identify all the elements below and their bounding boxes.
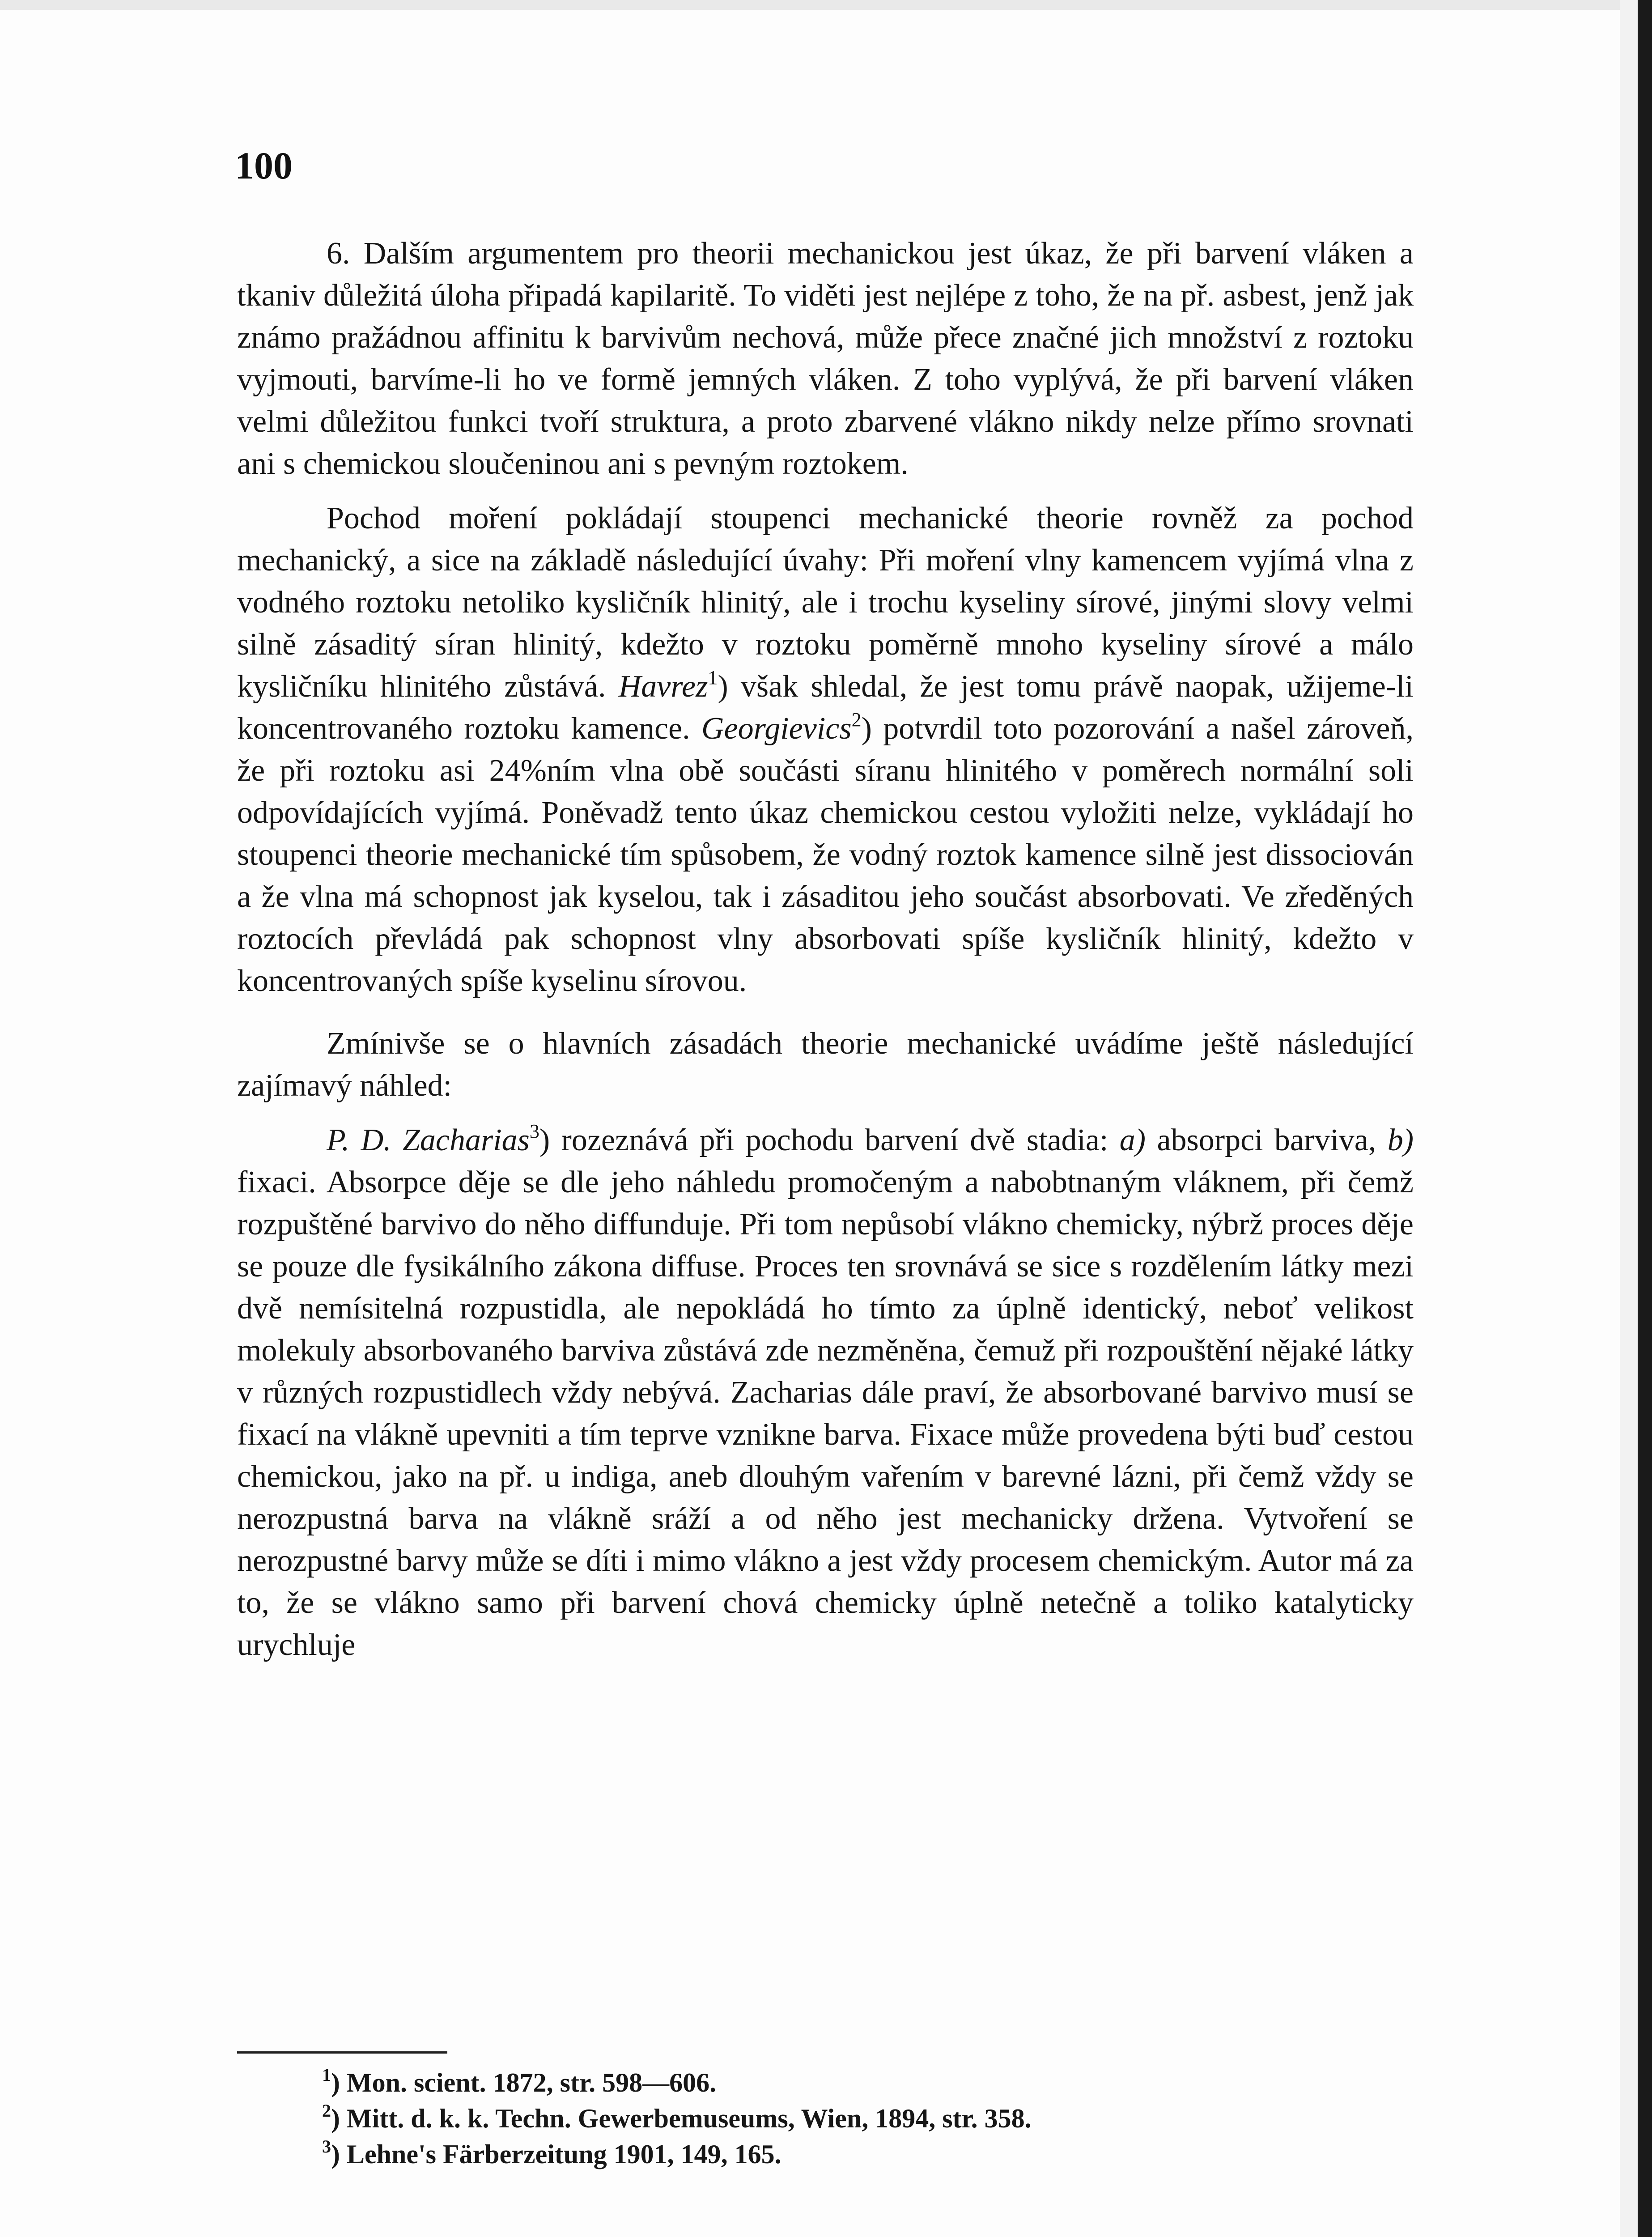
paragraph bbox=[237, 1023, 1414, 1107]
footnote bbox=[322, 2101, 1396, 2136]
scan-top-edge bbox=[0, 0, 1652, 10]
paragraph bbox=[237, 498, 1414, 1002]
footnote-mark: 1 bbox=[322, 2065, 331, 2085]
footnote-reference: 3 bbox=[529, 1120, 539, 1142]
text-run: 6. Dalším argumentem pro theorii mechanickou jest úkaz, že při barvení vláken a tkaniv důležitá úloha připadá kapilaritě. To viděti jest nejlépe z toho, že na př. asbest, jenž jak známo pražádnou affinitu k barvivům nechová, může přece značné jich množství z roztoku vyjmouti, barvíme-li ho ve formě jemných vláken. Z toho vyplývá, že při barvení vláken velmi důležitou funkci tvoří struktura, a proto zbarvené vlákno nikdy nelze přímo srovnati ani s chemickou sloučeninou ani s pevným roztokem. bbox=[237, 236, 1414, 481]
text-run: absorpci barviva, bbox=[1146, 1123, 1388, 1157]
body-text bbox=[237, 233, 1414, 1666]
italic-text: b) bbox=[1387, 1123, 1414, 1157]
footnote bbox=[322, 2065, 1396, 2101]
scan-margin-shadow bbox=[1620, 0, 1638, 2237]
footnotes bbox=[322, 2065, 1396, 2172]
footnote-rule bbox=[237, 2051, 447, 2054]
footnote-text: ) Lehne's Färberzeitung 1901, 149, 165. bbox=[331, 2139, 781, 2169]
italic-text: a) bbox=[1119, 1123, 1146, 1157]
text-run: ) rozeznává při pochodu barvení dvě stadia: bbox=[539, 1123, 1120, 1157]
italic-text: P. D. Zacharias bbox=[327, 1123, 530, 1157]
text-run: Pochod moření pokládají stoupenci mechanické theorie rovněž za pochod mechanický, a sice na základě následující úvahy: Při moření vlny kamencem vyjímá vlna z vodného roztoku netoliko kysličník hlinitý, ale i trochu kyseliny sírové, jinými slovy velmi silně zásaditý síran hlinitý, kdežto v roztoku poměrně mnoho kyseliny sírové a málo kysličníku hlinitého zůstává. bbox=[237, 501, 1414, 704]
footnote-reference: 2 bbox=[851, 709, 862, 731]
footnote-text: ) Mitt. d. k. k. Techn. Gewerbemuseums, Wien, 1894, str. 358. bbox=[331, 2104, 1032, 2133]
paragraph bbox=[237, 1119, 1414, 1666]
paragraph bbox=[237, 233, 1414, 485]
italic-text: Georgievics bbox=[701, 711, 852, 746]
page-number: 100 bbox=[235, 144, 293, 187]
footnote-reference: 1 bbox=[708, 667, 718, 689]
footnote-mark: 3 bbox=[322, 2136, 331, 2156]
text-run: ) potvrdil toto pozorování a našel zároveň, že při roztoku asi 24%ním vlna obě součásti síranu hlinitého v poměrech normální soli odpovídajících vyjímá. Poněvadž tento úkaz chemickou cestou vyložiti nelze, vykládají ho stoupenci theorie mechanické tím spůsobem, že vodný roztok kamence silně jest dissociován a že vlna má schopnost jak kyselou, tak i zásaditou jeho součást absorbovati. Ve zředěných roztocích převládá pak schopnost vlny absorbovati spíše kysličník hlinitý, kdežto v koncentrovaných spíše kyselinu sírovou. bbox=[237, 711, 1414, 998]
text-run: Zmínivše se o hlavních zásadách theorie mechanické uvádíme ještě následující zajímavý náhled: bbox=[237, 1026, 1414, 1103]
footnote-text: ) Mon. scient. 1872, str. 598—606. bbox=[331, 2068, 717, 2097]
footnote-mark: 2 bbox=[322, 2101, 331, 2121]
scan-right-edge bbox=[1638, 0, 1652, 2237]
italic-text: Havrez bbox=[618, 669, 708, 704]
text-run: ) však shledal, že jest tomu právě naopak, užijeme-li koncentrovaného roztoku kamence. bbox=[237, 669, 1414, 746]
footnote bbox=[322, 2136, 1396, 2172]
text-run: fixaci. Absorpce děje se dle jeho náhledu promočeným a nabobtnaným vláknem, při čemž rozpuštěné barvivo do něho diffunduje. Při tom nepůsobí vlákno chemicky, nýbrž proces děje se pouze dle fysikálního zákona diffuse. Proces ten srovnává se sice s rozdělením látky mezi dvě nemísitelná rozpustidla, ale nepokládá ho tímto za úplně identický, neboť velikost molekuly absorbovaného barviva zůstává zde nezměněna, čemuž při rozpouštění nějaké látky v různých rozpustidlech vždy nebývá. Zacharias dále praví, že absorbované barvivo musí se fixací na vlákně upevniti a tím teprve vznikne barva. Fixace může provedena býti buď cestou chemickou, jako na př. u indiga, aneb dlouhým vařením v barevné lázni, při čemž vždy se nerozpustná barva na vlákně sráží a od něho jest mechanicky držena. Vytvoření se nerozpustné barvy může se díti i mimo vlákno a jest vždy procesem chemickým. Autor má za to, že se vlákno samo při barvení chová chemicky úplně netečně a toliko katalyticky urychluje bbox=[237, 1165, 1414, 1662]
